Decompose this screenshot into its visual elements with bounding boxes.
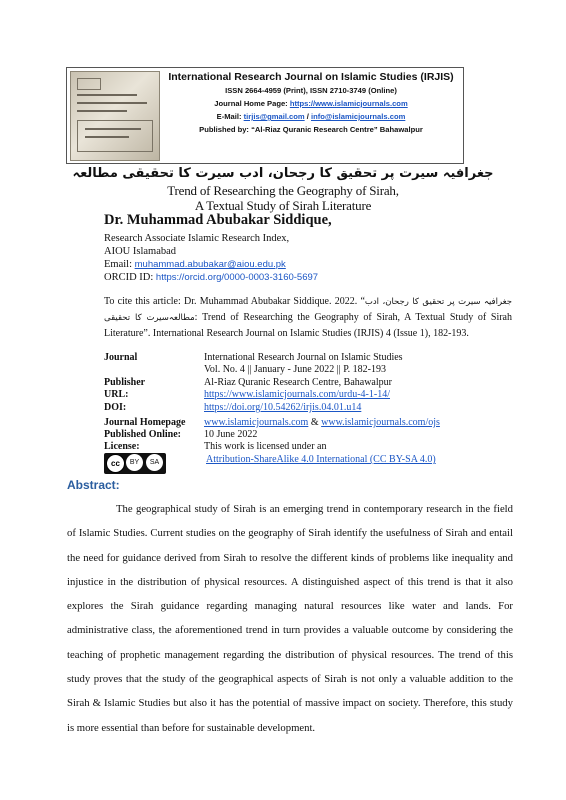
journal-homepage-label: Journal Home Page: <box>214 99 290 108</box>
author-institution: AIOU Islamabad <box>104 246 177 257</box>
citation-lead: To cite this article: Dr. Muhammad Abubakar Siddique. 2022. “ <box>104 296 365 307</box>
meta-published-label: Published Online: <box>104 429 181 440</box>
journal-header-text <box>161 70 461 136</box>
author-position: Research Associate Islamic Research Index, <box>104 233 290 244</box>
journal-publisher: Published by: “Al-Riaz Quranic Research Centre” Bahawalpur <box>199 125 423 134</box>
sa-icon: SA <box>146 454 163 471</box>
citation-paragraph <box>104 294 512 341</box>
author-orcid-link[interactable]: https://orcid.org/0000-0003-3160-5697 <box>155 272 319 283</box>
meta-journal-value: International Research Journal on Islamic Studies <box>204 352 403 363</box>
meta-doi-link[interactable]: https://doi.org/10.54262/irjis.04.01.u14 <box>204 402 362 413</box>
article-title-english-line2: A Textual Study of Sirah Literature <box>194 198 372 213</box>
author-email-label: Email: <box>104 259 135 270</box>
abstract-heading: Abstract: <box>67 478 120 492</box>
author-email-line <box>104 258 286 271</box>
abstract-body: The geographical study of Sirah is an emerging trend in contemporary research in the field of Islamic Studies. Current studies on the geography of Sirah identify the usefulness of Sirah and entail the need for guidance derived from Sirah to resolve the different kinds of problems like inequality and injustice in the distribution of physical resources. A distinguished aspect of this trend is that it also explores the Sirah guidance regarding managing natural resources like water and lands. For administrative class, the aforementioned trend in turn provides a valuable outcome by considering the teaching of prophetic management regarding the distribution of physical resources. The trend of this study proves that the study of the geographical aspects of Sirah is not only a valuable addition to the Sirah & Islamic Studies but also it has the potential of massive impact on society. Therefore, this study is more essential than before for sustainable development. <box>67 503 513 734</box>
meta-homepage-link-1[interactable]: www.islamicjournals.com <box>204 417 309 428</box>
article-title-urdu: جغرافیہ سیرت پر تحقیق کا رجحان، ادب سیرت کا تحقیقی مطالعہ <box>72 166 494 181</box>
citation-urdu-title: جغرافیہ سیرت پر تحقیق کا رجحان، ادب سیرت کا تحقیقی <box>104 297 512 323</box>
article-title-english <box>0 183 566 213</box>
meta-doi-label: DOI: <box>104 402 127 413</box>
author-orcid-line <box>104 271 318 284</box>
journal-email-label: E-Mail: <box>216 112 244 121</box>
journal-title: International Research Journal on Islamic Studies (IRJIS) <box>168 71 454 83</box>
journal-email-link-1[interactable]: tirjis@gmail.com <box>243 112 305 121</box>
author-name: Dr. Muhammad Abubakar Siddique, <box>104 212 332 228</box>
meta-published-value: 10 June 2022 <box>204 429 258 440</box>
cc-icon: cc <box>106 454 125 473</box>
meta-homepage-value <box>204 417 440 428</box>
author-email-link[interactable]: muhammad.abubakar@aiou.edu.pk <box>134 259 286 270</box>
journal-cover-image <box>70 71 160 161</box>
meta-publisher-value: Al-Riaz Quranic Research Centre, Bahawalpur <box>204 377 392 388</box>
meta-homepage-link-2[interactable]: www.islamicjournals.com/ojs <box>321 417 440 428</box>
journal-homepage-line <box>161 97 461 110</box>
meta-url-label: URL: <box>104 389 129 400</box>
meta-journal-label: Journal <box>104 352 138 363</box>
meta-license-label: License: <box>104 441 140 452</box>
journal-homepage-link[interactable]: https://www.islamicjournals.com <box>289 99 408 108</box>
journal-email-link-2[interactable]: info@islamicjournals.com <box>311 112 406 121</box>
citation-rest: : Trend of Researching the Geography of Sirah, A Textual Study of Sirah Literature”. International Research Journal on Islamic Studies (IRJIS) 4 (Issue 1), 182-193. <box>104 312 512 339</box>
meta-url-link[interactable]: https://www.islamicjournals.com/urdu-4-1-14/ <box>204 389 390 400</box>
journal-issn: ISSN 2664-4959 (Print), ISSN 2710-3749 (Online) <box>225 86 397 95</box>
by-icon: BY <box>126 454 143 471</box>
meta-homepage-label: Journal Homepage <box>104 417 186 428</box>
meta-license-link[interactable]: Attribution-ShareAlike 4.0 International (CC BY-SA 4.0) <box>206 454 436 465</box>
article-title-english-line1: Trend of Researching the Geography of Sirah, <box>167 183 399 198</box>
journal-header-box <box>66 67 464 164</box>
meta-publisher-label: Publisher <box>104 377 146 388</box>
citation-urdu-tail: مطالعہ <box>168 313 195 323</box>
cc-by-sa-badge-icon[interactable] <box>104 453 166 474</box>
meta-volume-value: Vol. No. 4 || January - June 2022 || P. 182-193 <box>204 364 386 375</box>
journal-email-line <box>161 110 461 123</box>
author-orcid-label: ORCID ID: <box>104 272 156 283</box>
meta-homepage-amp: & <box>308 417 322 428</box>
journal-email-separator: / <box>304 112 311 121</box>
meta-license-value: This work is licensed under an <box>204 441 327 452</box>
